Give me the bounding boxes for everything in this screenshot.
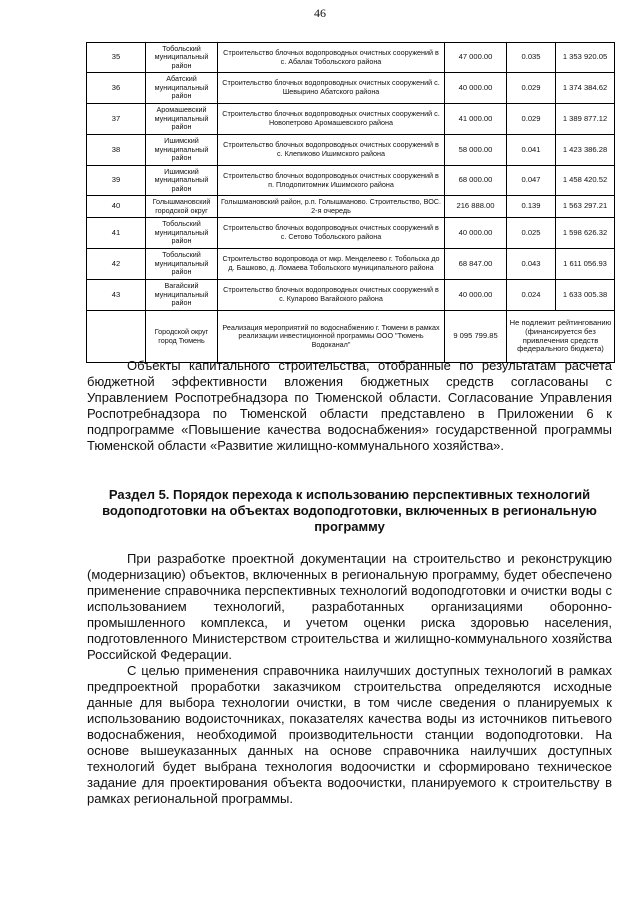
total-cell: 1 389 877.12 — [556, 104, 615, 135]
projects-table — [86, 42, 615, 363]
cost-cell: 47 000.00 — [445, 43, 507, 73]
total-cell: 1 374 384.62 — [556, 73, 615, 104]
cost-cell: 9 095 799.85 — [445, 311, 507, 363]
object-cell: Реализация мероприятий по водоснабжению г. Тюмени в рамках реализации инвестиционной программы ООО "Тюмень Водоканал" — [218, 311, 445, 363]
total-cell: 1 458 420.52 — [556, 166, 615, 196]
object-cell: Строительство блочных водопроводных очистных сооружений в с. Куларово Вагайского района — [218, 280, 445, 311]
cost-cell: 68 000.00 — [445, 166, 507, 196]
district-cell: Вагайский муниципальный район — [146, 280, 218, 311]
object-cell: Строительство блочных водопроводных очистных сооружений в п. Плодопитомник Ишимского района — [218, 166, 445, 196]
object-cell: Строительство водопровода от мкр. Менделеево г. Тобольска до д. Башково, д. Ломаева Тобольского муниципального района — [218, 249, 445, 280]
table-row — [87, 166, 615, 196]
cost-cell: 40 000.00 — [445, 280, 507, 311]
paragraph-text: Объекты капитального строительства, отобранные по результатам расчета бюджетной эффективности вложения бюджетных средств согласованы с Управлением Роспотребнадзора по Тюменской области. Согласование Управления Роспотребнадзора по Тюменской области представлено в Приложении 6 к подпрограмме «Повышение качества водоснабжения» государственной программы Тюменской области «Развитие жилищно-коммунального хозяйства». — [87, 358, 612, 453]
object-cell: Строительство блочных водопроводных очистных сооружений в с. Сетово Тобольского района — [218, 218, 445, 249]
table-row — [87, 43, 615, 73]
table-row — [87, 280, 615, 311]
district-cell: Голышмановский городской округ — [146, 196, 218, 218]
row-number: 35 — [87, 43, 146, 73]
district-cell: Городской округ город Тюмень — [146, 311, 218, 363]
table-row — [87, 135, 615, 166]
total-cell: 1 611 056.93 — [556, 249, 615, 280]
paragraph-approval — [87, 358, 612, 454]
share-cell: 0.024 — [507, 280, 556, 311]
share-cell: 0.029 — [507, 73, 556, 104]
district-cell: Аромашевский муниципальный район — [146, 104, 218, 135]
page-number: 46 — [314, 6, 326, 20]
share-cell: 0.139 — [507, 196, 556, 218]
object-cell: Строительство блочных водопроводных очистных сооружений с. Новопетрово Аромашевского района — [218, 104, 445, 135]
row-number: 36 — [87, 73, 146, 104]
cost-cell: 40 000.00 — [445, 73, 507, 104]
cost-cell: 41 000.00 — [445, 104, 507, 135]
paragraph-text: При разработке проектной документации на строительство и реконструкцию (модернизацию) объектов, включенных в региональную программу, будет обеспечено применение справочника перспективных технологий водоподготовки и очистки воды с использованием технологий, разработанных организациями оборонно-промышленного комплекса, и учетом оценки риска здоровью населения, подготовленного Министерством строительства и жилищно-коммунального хозяйства Российской Федерации. — [87, 551, 612, 662]
cost-cell: 216 888.00 — [445, 196, 507, 218]
total-cell: 1 563 297.21 — [556, 196, 615, 218]
share-cell: 0.029 — [507, 104, 556, 135]
row-number: 42 — [87, 249, 146, 280]
paragraph-text: С целью применения справочника наилучших доступных технологий в рамках предпроектной проработки заказчиком строительства определяются исходные данные для выбора технологии очистки, в том числе сведения о планируемых к использованию водоисточниках, показателях качества воды из источников питьевого водоснабжения, необходимой производительности станции водоподготовки. На основе вышеуказанных данных на основе справочника наилучших доступных технологий будет выбрана технология водоочистки и сформировано техническое задание для проектирования объекта водоочистки, планируемого к строительству в рамках региональной программы. — [87, 663, 612, 806]
object-cell: Строительство блочных водопроводных очистных сооружений в с. Клепиково Ишимского района — [218, 135, 445, 166]
total-cell: 1 598 626.32 — [556, 218, 615, 249]
table-row — [87, 104, 615, 135]
share-note-cell: Не подлежит рейтингованию (финансируется без привлечения средств федерального бюджета) — [507, 311, 615, 363]
object-cell: Строительство блочных водопроводных очистных сооружений с. Шевырино Абатского района — [218, 73, 445, 104]
table-row — [87, 218, 615, 249]
row-number — [87, 311, 146, 363]
cost-cell: 58 000.00 — [445, 135, 507, 166]
share-cell: 0.035 — [507, 43, 556, 73]
total-cell: 1 353 920.05 — [556, 43, 615, 73]
share-cell: 0.041 — [507, 135, 556, 166]
table-row — [87, 73, 615, 104]
object-cell: Строительство блочных водопроводных очистных сооружений в с. Абалак Тобольского района — [218, 43, 445, 73]
cost-cell: 40 000.00 — [445, 218, 507, 249]
total-cell: 1 423 386.28 — [556, 135, 615, 166]
share-cell: 0.043 — [507, 249, 556, 280]
district-cell: Тобольский муниципальный район — [146, 249, 218, 280]
paragraph-design — [87, 551, 612, 807]
district-cell: Ишимский муниципальный район — [146, 166, 218, 196]
cost-cell: 68 847.00 — [445, 249, 507, 280]
district-cell: Тобольский муниципальный район — [146, 218, 218, 249]
total-cell: 1 633 005.38 — [556, 280, 615, 311]
share-cell: 0.025 — [507, 218, 556, 249]
row-number: 41 — [87, 218, 146, 249]
row-number: 43 — [87, 280, 146, 311]
table-row — [87, 249, 615, 280]
row-number: 39 — [87, 166, 146, 196]
table-row — [87, 196, 615, 218]
district-cell: Тобольский муниципальный район — [146, 43, 218, 73]
district-cell: Абатский муниципальный район — [146, 73, 218, 104]
object-cell: Голышмановский район, р.п. Голышманово. Строительство, ВОС. 2-я очередь — [218, 196, 445, 218]
row-number: 37 — [87, 104, 146, 135]
row-number: 38 — [87, 135, 146, 166]
district-cell: Ишимский муниципальный район — [146, 135, 218, 166]
section-heading: Раздел 5. Порядок перехода к использованию перспективных технологий водоподготовки на объектах водоподготовки, включенных в региональную программу — [102, 487, 597, 534]
row-number: 40 — [87, 196, 146, 218]
table-row — [87, 311, 615, 363]
share-cell: 0.047 — [507, 166, 556, 196]
